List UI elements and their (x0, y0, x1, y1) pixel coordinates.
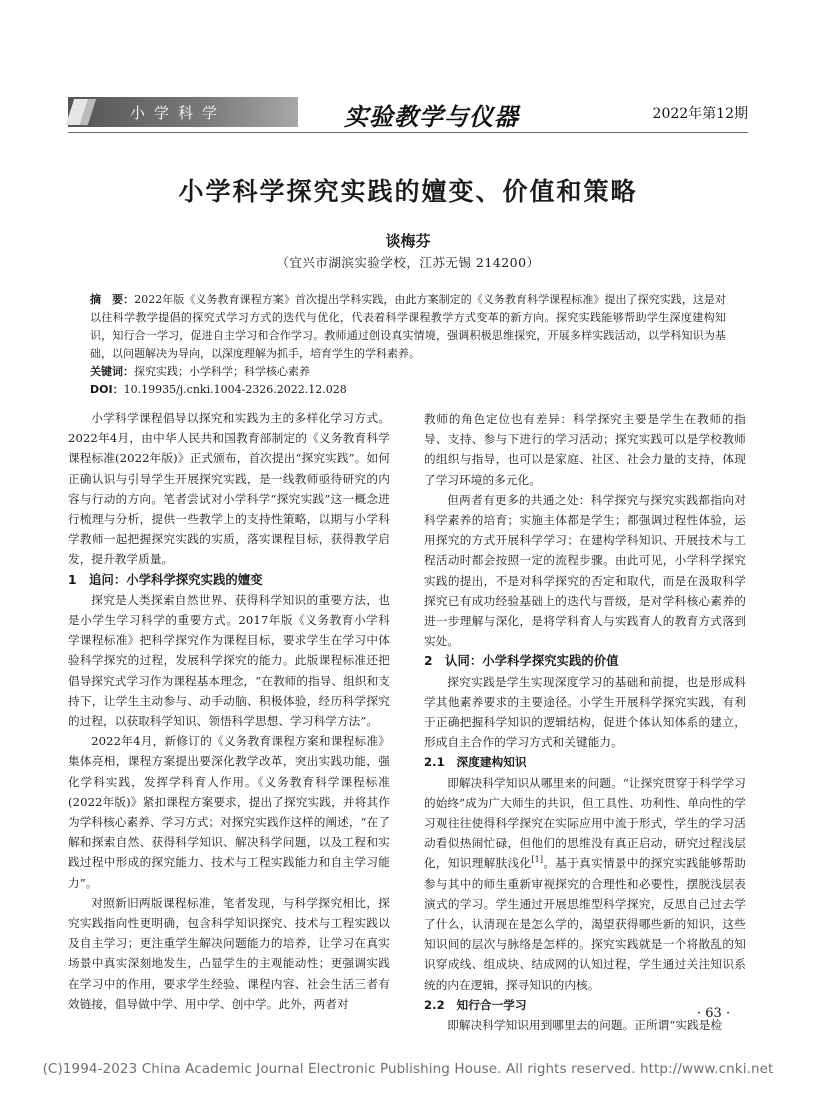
section-heading-1: 1 追问：小学科学探究实践的嬗变 (68, 572, 263, 587)
citation-reference: [1] (531, 855, 544, 865)
right-column (424, 409, 746, 1035)
section-label: 小学科学 (130, 104, 227, 122)
paragraph: 小学科学课程倡导以探究和实践为主的多样化学习方式。2022年4月，由中华人民共和国教育部制定的《义务教育科学课程标准(2022年版)》正式颁布，首次提出“探究实践”。如何正确认识与引导学生开展探究实践，是一线教师亟待研究的内容与行动的方向。笔者尝试对小学科学“探究实践”这一概念进行梳理与分析，提供一些教学上的支持性策略，以期与小学科学教师一起把握探究实践的实质，落实课程目标，获得教学启发，提升教学质量。 (68, 411, 390, 567)
paragraph: 即解决科学知识用到哪里去的问题。正所谓“实践是检 (447, 1018, 723, 1033)
abstract-block (90, 291, 726, 399)
paragraph: 探究是人类探索自然世界、获得科学知识的重要方法，也是小学生学习科学的重要方式。2017年版《义务教育小学科学课程标准》把科学探究作为课程目标，要求学生在学习中体验科学探究的过程，发展科学探究的能力。此版课程标准还把倡导探究式学习作为课程基本理念，“在教师的指导、组织和支持下，让学生主动参与、动手动脑、积极体验，经历科学探究的过程，以获取科学知识、领悟科学思想、学习科学方法”。 (68, 592, 390, 729)
section-band (68, 97, 298, 127)
author-affiliation: （宜兴市湖滨实验学校，江苏无锡 214200） (276, 255, 540, 270)
paragraph: 教师的角色定位也有差异：科学探究主要是学生在教师的指导、支持、参与下进行的学习活动；探究实践可以是学校教师的组织与指导，也可以是家庭、社区、社会力量的支持，体现了学习环境的多元化。 (424, 412, 746, 487)
keywords-text: 探究实践；小学科学；科学核心素养 (134, 365, 310, 378)
subsection-heading-2-1: 2.1 深度建构知识 (424, 755, 527, 770)
keywords-label: 关键词： (90, 365, 134, 378)
subsection-heading-2-2: 2.2 知行合一学习 (424, 997, 527, 1012)
issue-label: 2022年第12期 (652, 106, 748, 122)
paragraph: 2022年4月，新修订的《义务教育课程方案和课程标准》集体亮相，课程方案提出要深化教学改革，突出实践功能，强化学科实践，发挥学科育人作用。《义务教育科学课程标准(2022年版)》紧扣课程方案要求，提出了探究实践，并将其作为学科核心素养、学习方式；对探究实践作这样的阐述，“在了解和探索自然、获得科学知识、解决科学问题，以及工程和实践过程中形成的探究能力、技术与工程实践能力和自主学习能力”。 (68, 734, 390, 890)
abstract (90, 291, 726, 363)
doi-text: 10.19935/j.cnki.1004-2326.2022.12.028 (123, 383, 347, 396)
section-heading-2: 2 认同：小学科学探究实践的价值 (424, 654, 619, 669)
article-author: 谈梅芬 (385, 232, 431, 250)
doi (90, 381, 726, 399)
copyright-notice: (C)1994-2023 China Academic Journal Electronic Publishing House. All rights reserved. http://www.cnki.net (42, 1061, 774, 1077)
paragraph: 探究实践是学生实现深度学习的基础和前提，也是形成科学其他素养要求的主要途径。小学生开展科学探究实践，有利于正确把握科学知识的逻辑结构，促进个体认知体系的建立，形成自主合作的学习方式和关键能力。 (424, 674, 746, 750)
header-rule (68, 132, 748, 133)
left-column (68, 408, 390, 1014)
paragraph-text: 。基于真实情景中的探究实践能够帮助参与其中的师生重新审视探究的合理性和必要性，摆脱浅层表演式的学习。学生通过开展思维型科学探究，反思自己过去学了什么，认清现在是怎么学的，渴望获得哪些新的知识，这些知识间的层次与脉络是怎样的。探究实践就是一个将散乱的知识穿成线、组成块、结成网的认知过程，学生通过关注知识系统的内在逻辑，探寻知识的内核。 (424, 856, 747, 992)
keywords (90, 363, 726, 381)
paragraph: 对照新旧两版课程标准，笔者发现，与科学探究相比，探究实践指向性更明确，包含科学知识探究、技术与工程实践以及自主学习；更注重学生解决问题能力的培养，让学习在真实场景中真实深刻地发生，凸显学生的主观能动性；更强调实践在学习中的作用，要求学生经验、课程内容、社会生活三者有效链接，倡导做中学、用中学、创中学。此外，两者对 (68, 895, 390, 1011)
paragraph (424, 773, 746, 995)
running-header (68, 97, 748, 131)
page-number: · 63 · (697, 1006, 731, 1021)
doi-label: DOI： (90, 383, 124, 396)
abstract-text: 2022年版《义务教育课程方案》首次提出学科实践，由此方案制定的《义务教育科学课程标准》提出了探究实践，这是对以往科学教学提倡的探究式学习方式的迭代与优化，代表着科学课程教学方式变革的新方向。探究实践能够帮助学生深度建构知识，知行合一学习，促进自主学习和合作学习。教师通过创设真实情境，强调积极思维探究，开展多样实践活动，以学科知识为基础，以问题解决为导向，以深度理解为抓手，培育学生的学科素养。 (90, 293, 726, 360)
paragraph-text: 即解决科学知识从哪里来的问题。“让探究贯穿于科学学习的始终”成为广大师生的共识，但工具性、功利性、单向性的学习观往往使得科学探究在实际应用中流于形式，学生的学习活动看似热闹忙碌，但他们的思维没有真正启动，研究过程浅层化，知识理解肤浅化 (424, 775, 746, 871)
journal-name: 实验教学与仪器 (344, 102, 519, 131)
article-title: 小学科学探究实践的嬗变、价值和策略 (178, 177, 638, 206)
paragraph: 但两者有更多的共通之处：科学探究与探究实践都指向对科学素养的培育；实施主体都是学生；都强调过程性体验，运用探究的方式开展科学学习；在建构学科知识、开展技术与工程活动时都会按照一定的流程步骤。由此可见，小学科学探究实践的提出，不是对科学探究的否定和取代，而是在汲取科学探究已有成功经验基础上的迭代与晋级，是对学科核心素养的进一步理解与深化，是将学科育人与实践育人的教育方式落到实处。 (424, 492, 746, 649)
abstract-label: 摘 要： (90, 293, 135, 306)
